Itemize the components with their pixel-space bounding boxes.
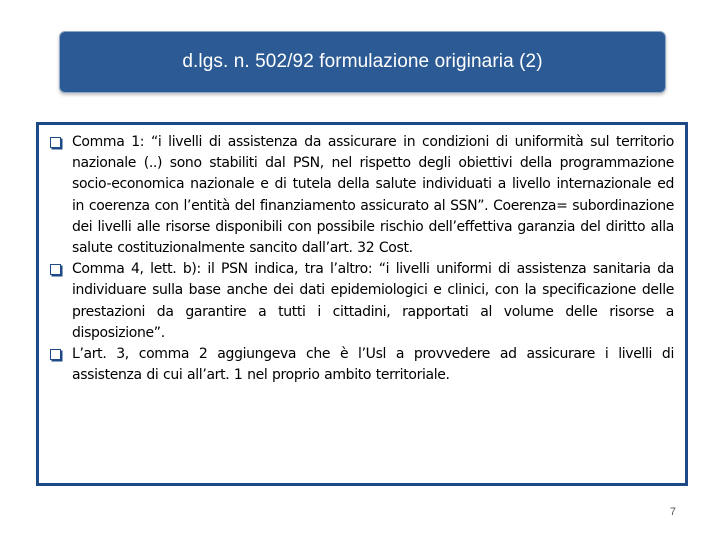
bullet-text: Comma 1: “i livelli di assistenza da assicurare in condizioni di uniformità sul territorio nazionale (..) sono stabiliti dal PSN, nel rispetto degli obiettivi della programmazione socio-economica nazionale e di tutela della salute individuati a livello internazionale ed in coerenza con l’entità del finanziamento assicurato al SSN”. Coerenza= subordinazione dei livelli alle risorse disponibili con possibile rischio dell’effettiva garanzia del diritto alla salute costituzionalmente sancito dall’art. 32 Cost.: [72, 134, 674, 257]
bullet-item-art-3: [50, 344, 674, 386]
bullet-item-comma-4: [50, 259, 674, 344]
hollow-square-bullet-icon: [50, 349, 61, 360]
bullet-text: Comma 4, lett. b): il PSN indica, tra l’altro: “i livelli uniformi di assistenza sanitaria da individuare sulla base anche dei dati epidemiologici e clinici, con la specificazione delle prestazioni da garantire a tutti i cittadini, rapportati al volume delle risorse a disposizione”.: [72, 261, 674, 341]
slide-title: d.lgs. n. 502/92 formulazione originaria (2): [182, 51, 543, 72]
content-box: [36, 122, 688, 486]
hollow-square-bullet-icon: [50, 264, 61, 275]
page-number: 7: [669, 506, 676, 518]
slide-title-box: [59, 31, 666, 93]
bullet-item-comma-1: [50, 132, 674, 259]
hollow-square-bullet-icon: [50, 137, 61, 148]
bullet-list: [50, 132, 674, 386]
bullet-text: L’art. 3, comma 2 aggiungeva che è l’Usl a provvedere ad assicurare i livelli di assistenza di cui all’art. 1 nel proprio ambito territoriale.: [72, 346, 674, 384]
